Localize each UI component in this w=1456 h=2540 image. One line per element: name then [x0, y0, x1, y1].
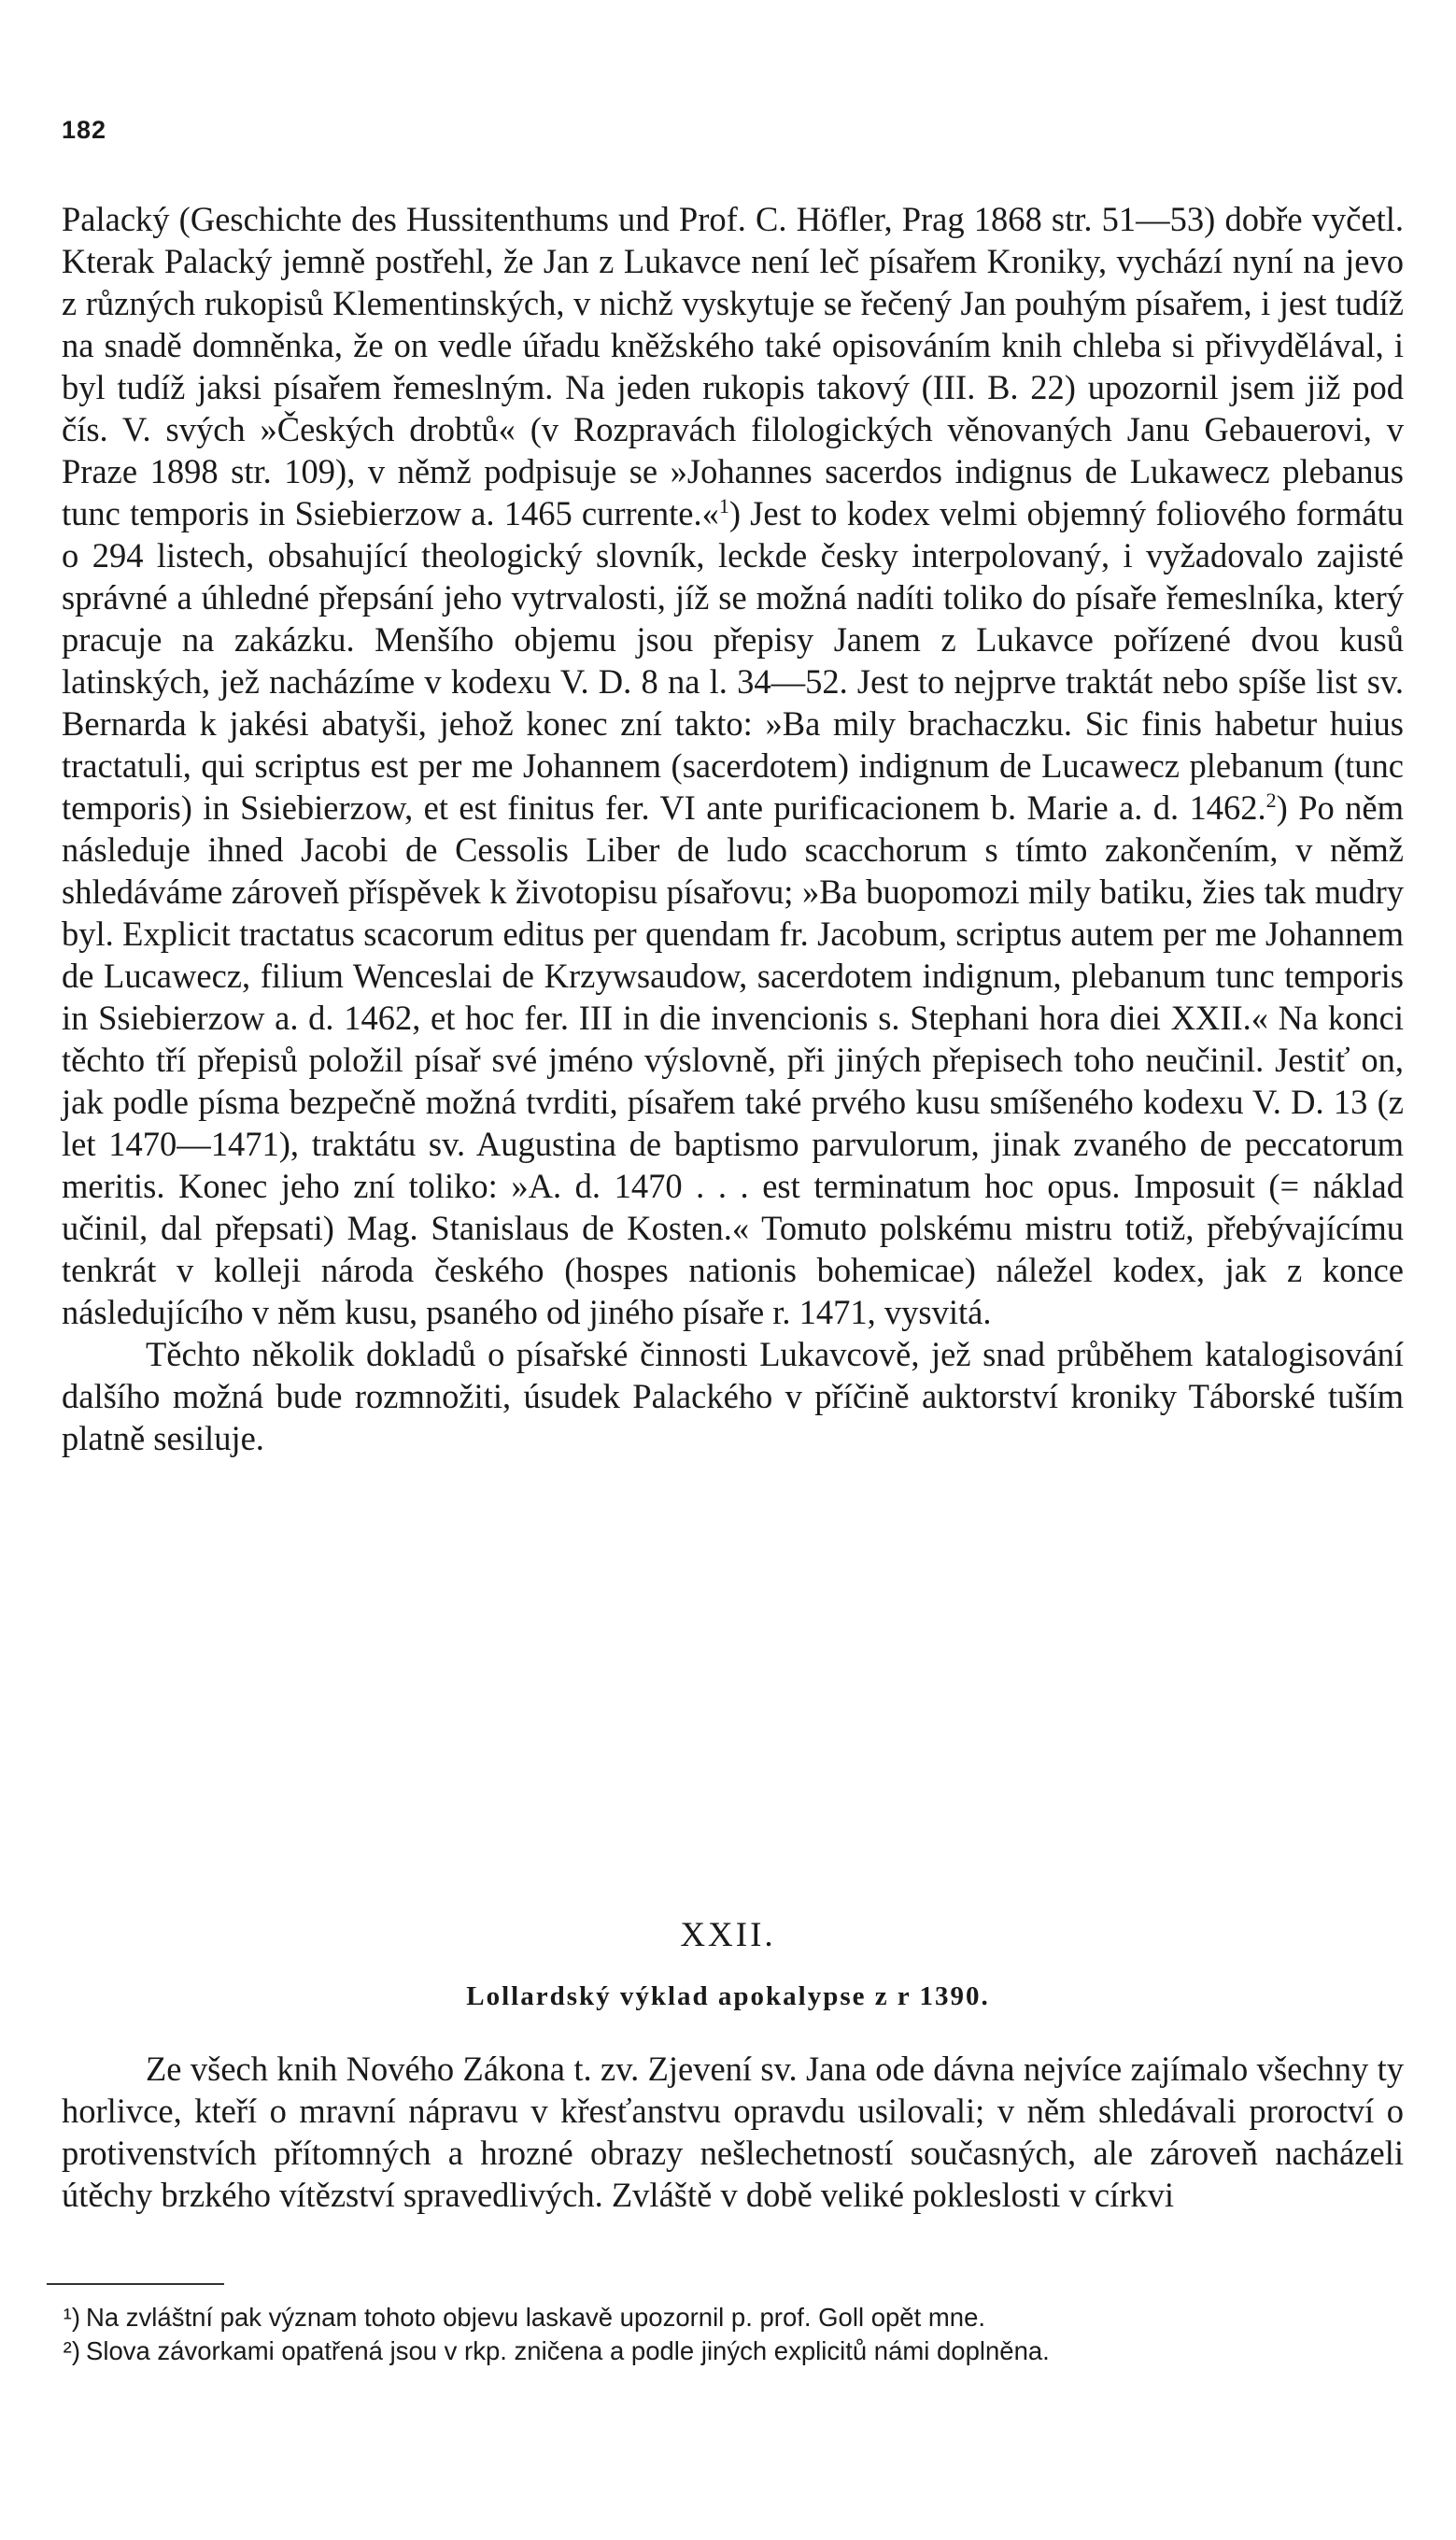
- page-number: 182: [62, 116, 107, 144]
- footnote-2: [47, 2334, 1404, 2368]
- footnote-ref-2: 2: [1265, 788, 1277, 812]
- section-title: Lollardský výklad apokalypse z r 1390.: [466, 1981, 990, 2011]
- body-paragraph-1-part-b: ) Jest to kodex velmi objemný foliového formátu o 294 listech, obsahující theologický slovník, leckde česky interpolovaný, i vyžadovalo zajisté správné a úhledné přepsání jeho vytrvalosti, jíž se možná nadíti toliko do písaře řemeslníka, který pracuje na zakázku. Menšího objemu jsou přepisy Janem z Lukavce pořízené dvou kusů latinských, jež nacházíme v kodexu V. D. 8 na l. 34—52. Jest to nejprve traktát nebo spíše list sv. Bernarda k jakési abatyši, jehož konec zní takto: »Ba mily brachaczku. Sic finis habetur huius tractatuli, qui scriptus est per me Johannem (sacerdotem) indignum de Lucawecz plebanum (tunc temporis) in Ssiebierzow, et est finitus fer. VI ante purificacionem b. Marie a. d. 1462.: [62, 494, 1405, 827]
- footnote-1-marker: ¹): [63, 2303, 80, 2332]
- footnotes: [47, 2301, 1404, 2368]
- body-paragraph-1-part-a: Palacký (Geschichte des Hussitenthums und Prof. C. Höfler, Prag 1868 str. 51—53) dobře vyčetl. Kterak Palacký jemně postřehl, že Jan z Lukavce není leč písařem Kroniky, vychází nyní na jevo z různých rukopisů Klementinských, v nichž vyskytuje se řečený Jan pouhým písařem, i jest tudíž na snadě domněnka, že on vedle úřadu kněžského také opisováním knih chleba si přivydělával, i byl tudíž jaksi písařem řemeslným. Na jeden rukopis takový (III. B. 22) upozornil jsem již pod čís. V. svých »Českých drobtů« (v Rozpravách filologických věnovaných Janu Gebauerovi, v Praze 1898 str. 109), v němž podpisuje se »Johannes sacerdos indignus de Lukawecz plebanus tunc temporis in Ssiebierzow a. 1465 currente.«: [62, 200, 1404, 532]
- footnote-ref-1: 1: [718, 493, 729, 518]
- body-text: [62, 198, 1404, 1459]
- body-paragraph-2: Těchto několik dokladů o písařské činnosti Lukavcově, jež snad průběhem katalogisování dalšího možná bude rozmnožiti, úsudek Palackého v příčině auktorství kroniky Táborské tuším platně sesiluje.: [62, 1335, 1404, 1457]
- footnote-2-marker: ²): [63, 2336, 80, 2365]
- footnote-1: [47, 2301, 1404, 2334]
- body-paragraph-1: [62, 198, 1404, 1333]
- section-text: [62, 2048, 1404, 2216]
- footnote-1-text: Na zvláštní pak význam tohoto objevu laskavě upozornil p. prof. Goll opět mne.: [86, 2303, 986, 2332]
- footnote-divider: [47, 2283, 224, 2285]
- section-paragraph-1: Ze všech knih Nového Zákona t. zv. Zjevení sv. Jana ode dávna nejvíce zajímalo všechny ty horlivce, kteří o mravní nápravu v křesťanstvu opravdu usilovali; v něm shledávali proroctví o protivenstvích přítomných a hrozné obrazy nešlechetností současných, ale zároveň nacházeli útěchy brzkého vítězství spravedlivých. Zvláště v době veliké pokleslosti v církvi: [62, 2050, 1404, 2214]
- footnote-2-text: Slova závorkami opatřená jsou v rkp. zničena a podle jiných explicitů námi doplněna.: [86, 2336, 1050, 2365]
- body-paragraph-1-part-c: ) Po něm následuje ihned Jacobi de Cessolis Liber de ludo scacchorum s tímto zakončením, v němž shledáváme zároveň příspěvek k životopisu písařovu; »Ba buopomozi mily batiku, žies tak mudry byl. Explicit tractatus scacorum editus per quendam fr. Jacobum, scriptus autem per me Johannem de Lucawecz, filium Wenceslai de Krzywsaudow, sacerdotem indignum, plebanum tunc temporis in Ssiebierzow a. d. 1462, et hoc fer. III in die invencionis s. Stephani hora diei XXII.« Na konci těchto tří přepisů položil písař své jméno výslovně, při jiných přepisech toho neučinil. Jestiť on, jak podle písma bezpečně možná tvrditi, písařem také prvého kusu smíšeného kodexu V. D. 13 (z let 1470—1471), traktátu sv. Augustina de baptismo parvulorum, jinak zvaného de peccatorum meritis. Konec jeho zní toliko: »A. d. 1470 . . . est terminatum hoc opus. Imposuit (= náklad učinil, dal přepsati) Mag. Stanislaus de Kosten.« Tomuto polskému mistru totiž, přebývajícímu tenkrát v kolleji národa českého (hospes nationis bohemicae) náležel kodex, jak z konce následujícího v něm kusu, psaného od jiného písaře r. 1471, vysvitá.: [62, 788, 1404, 1331]
- section-number: XXII.: [680, 1916, 776, 1954]
